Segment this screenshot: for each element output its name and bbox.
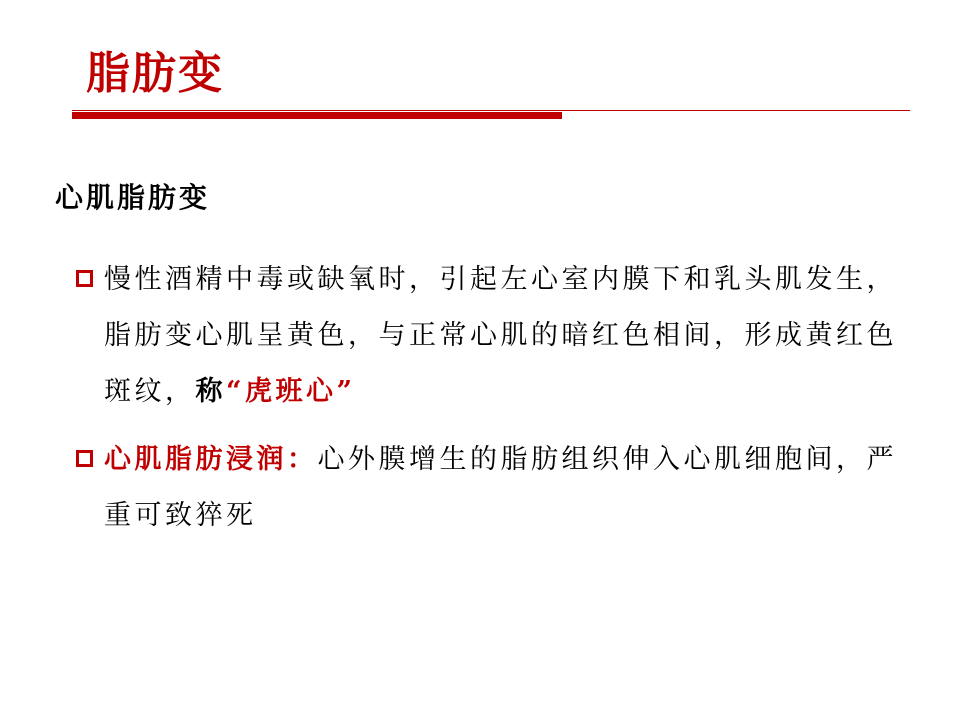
square-bullet-icon [76,450,93,467]
bullet-text-2 [104,432,916,544]
bullet-1-highlight: “虎班心” [226,376,356,407]
bullet-item-1 [76,258,916,420]
bullet-1-body: 慢性酒精中毒或缺氧时，引起左心室内膜下和乳头肌发生，脂肪变心肌呈黄色，与正常心肌的暗红色相间，形成黄红色斑纹， [104,264,897,407]
title-underline-thick [72,112,562,119]
bullet-text-1 [104,252,916,420]
bullet-2-body: 心外膜增生的脂肪组织伸入心肌细胞间，严重可致猝死 [104,444,897,531]
bullet-item-2 [76,438,916,544]
title-underline-thin [72,110,910,111]
bullet-1-emphasis-label: 称 [195,376,226,407]
bullet-2-term: 心肌脂肪浸润： [104,444,318,475]
slide-title: 脂肪变 [86,48,224,99]
section-heading: 心肌脂肪变 [55,181,211,214]
square-bullet-icon [76,270,93,287]
